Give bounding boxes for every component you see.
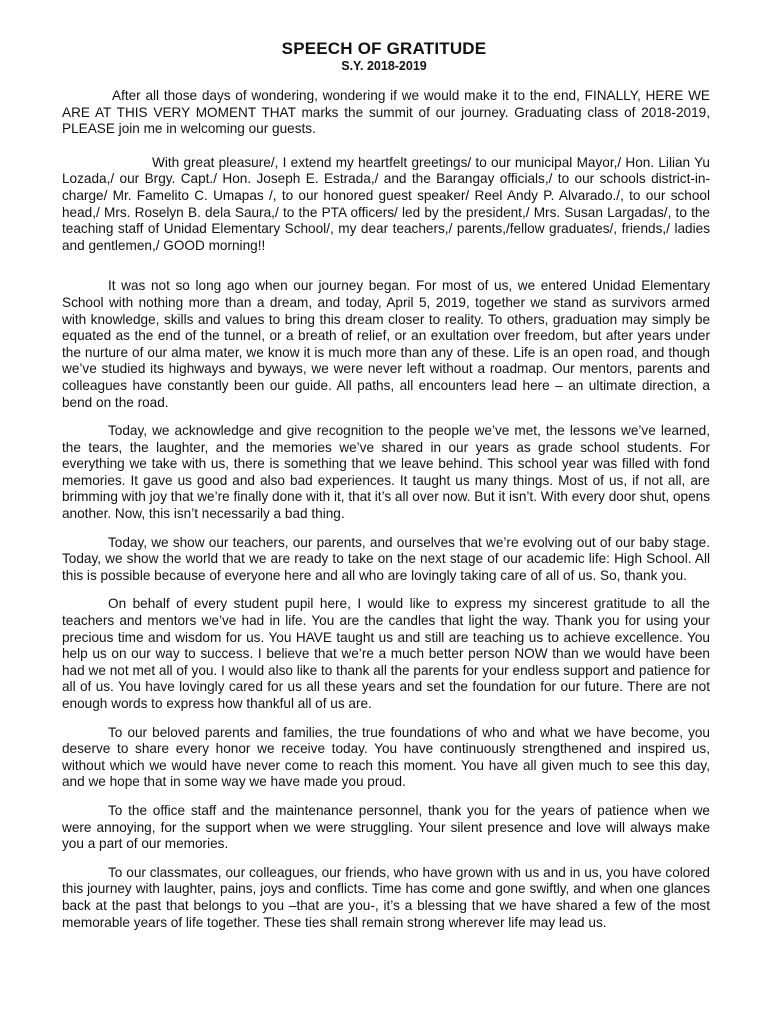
paragraph-acknowledgement: Today, we acknowledge and give recognition to the people we’ve met, the lessons we’ve learned, the tears, the laughter, and the memories we’ve shared in our years as grade school students. For everything we take with us, there is something that we leave behind. This school year was filled with fond memories. It gave us good and also bad experiences. It taught us many things. Most of us, if not all, are brimming with joy that we’re finally done with it, that it’s all over now. But it isn’t. With every door shut, opens another. Now, this isn’t necessarily a bad thing. xyxy=(62,423,711,522)
paragraph-journey: It was not so long ago when our journey began. For most of us, we entered Unidad Elementary School with nothing more than a dream, and today, April 5, 2019, together we stand as survivors armed with knowledge, skills and values to bring this dream closer to reality. To others, graduation may simply be equated as the end of the tunnel, or a breath of relief, or an exultation over freedom, but after years under the nurture of our alma mater, we know it is much more than any of these. Life is an open road, and though we’ve studied its highways and byways, we were never left without a roadmap. Our mentors, parents and colleagues have constantly been our guide. All paths, all encounters lead here – an ultimate direction, a bend on the road. xyxy=(62,278,710,410)
paragraph-parents: To our beloved parents and families, the true foundations of who and what we have become, you deserve to share every honor we receive today. You have continuously strengthened and inspired us, without which we would have never come to reach this moment. You have all given much to see this day, and we hope that in some way we have made you proud. xyxy=(62,724,710,790)
paragraph-teachers: On behalf of every student pupil here, I would like to express my sincerest gratitude to all the teachers and mentors we’ve had in life. You are the candles that light the way. Thank you for using your precious time and wisdom for us. You HAVE taught us and still are teaching us to achieve excellence. You help us on our way to success. I believe that we’re a much better person NOW than we would have been had we not met all of you. I would also like to thank all the parents for your endless support and patience for all of us. You have lovingly cared for us all these years and set the foundation for our future. There are not enough words to express how thankful all of us are. xyxy=(62,596,710,711)
paragraph-opening: After all those days of wondering, wondering if we would make it to the end, FINALLY, HERE WE ARE AT THIS VERY MOMENT THAT marks the summit of our journey. Graduating class of 2018-2019, PLEASE join me in welcoming our guests. xyxy=(62,88,710,137)
paragraph-greetings: With great pleasure/, I extend my heartfelt greetings/ to our municipal Mayor,/ Hon. Lilian Yu Lozada,/ our Brgy. Capt./ Hon. Joseph E. Estrada,/ and the Barangay officials,/ to our schools district-in-charge/ Mr. Famelito C. Umapas /, to our honored guest speaker/ Reel Andy P. Alvarado./, to our school head,/ Mrs. Roselyn B. dela Saura,/ to the PTA officers/ led by the president,/ Mrs. Susan Largadas/, to the teaching staff of Unidad Elementary School/, my dear teachers,/ parents,/fellow graduates/, friends,/ ladies and gentlemen,/ GOOD morning!! xyxy=(62,154,710,253)
paragraph-evolving: Today, we show our teachers, our parents, and ourselves that we’re evolving out of our baby stage. Today, we show the world that we are ready to take on the next stage of our academic life: High School. All this is possible because of everyone here and all who are lovingly taking care of all of us. So, thank you. xyxy=(62,534,710,583)
document-title: SPEECH OF GRATITUDE xyxy=(281,39,487,58)
speech-body xyxy=(62,88,710,931)
school-year: S.Y. 2018-2019 xyxy=(341,59,427,73)
paragraph-staff: To the office staff and the maintenance personnel, thank you for the years of patience when we were annoying, for the support when we were struggling. Your silent presence and love will always make you a part of our memories. xyxy=(62,802,710,852)
paragraph-classmates: To our classmates, our colleagues, our friends, who have grown with us and in us, you have colored this journey with laughter, pains, joys and conflicts. Time has come and gone swiftly, and when one glances back at the past that belongs to you –that are you-, it’s a blessing that we have shared a few of the most memorable years of life together. These ties shall remain strong wherever life may lead us. xyxy=(62,864,710,930)
